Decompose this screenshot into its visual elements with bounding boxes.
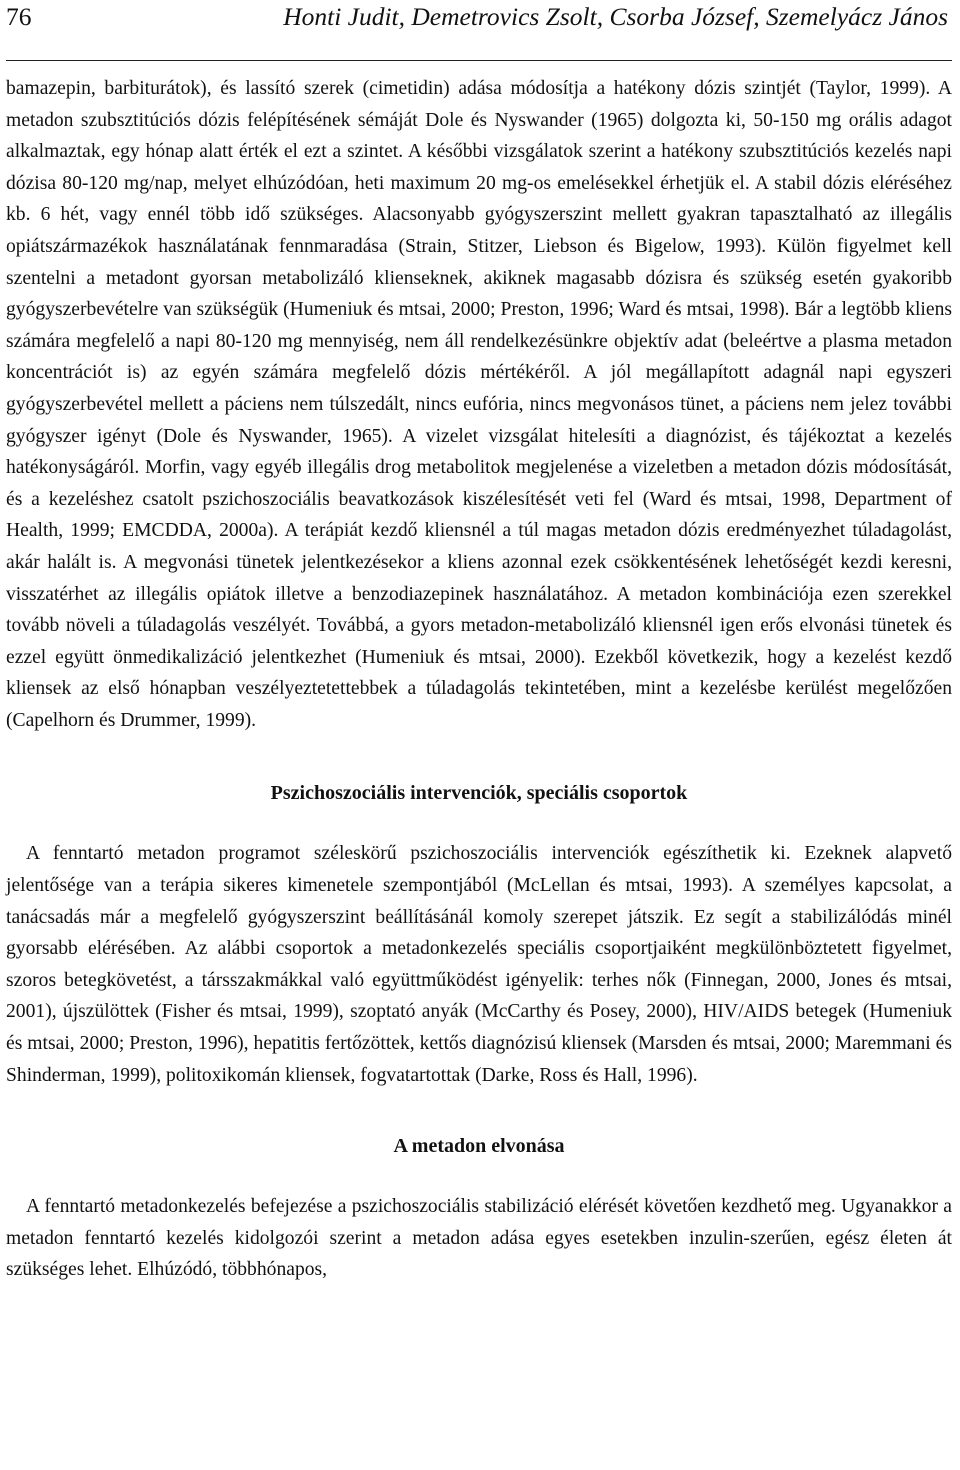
paragraph-withdrawal: A fenntartó metadonkezelés befejezése a pszichoszociális stabilizáció elérését követően kezdhető meg. Ugyanakkor a metadon fenntartó kezelés kidolgozói szerint a metadon adása egyes esetekben inzulin-szerűen, egész életen át szükséges lehet. Elhúzódó, többhónapos, <box>6 1196 952 1281</box>
section-heading-withdrawal: A metadon elvonása <box>393 1135 565 1158</box>
header-rule <box>6 60 952 61</box>
header-authors: Honti Judit, Demetrovics Zsolt, Csorba József, Szemelyácz János <box>283 2 948 31</box>
running-header <box>6 0 952 50</box>
article-body <box>6 73 952 1286</box>
paragraph-psychosocial: A fenntartó metadon programot széleskörű pszichoszociális intervenciók egészíthetik ki. Ezeknek alapvető jelentősége van a terápia sikeres kimenetele szempontjából (McLellan és mtsai, 1993). A személyes kapcsolat, a tanácsadás már a megfelelő gyógyszerszint beállításánál komoly szerepet játszik. Ez segít a stabilizálódás minél gyorsabb elérésében. Az alábbi csoportok a metadonkezelés speciális csoportjaiként megkülönböztetett figyelmet, szoros betegkövetést, a társszakmákkal való együttműködést igényelik: terhes nők (Finnegan, 2000, Jones és mtsai, 2001), újszülöttek (Fisher és mtsai, 1999), szoptató anyák (McCarthy és Posey, 2000), HIV/AIDS betegek (Humeniuk és mtsai, 2000; Preston, 1996), hepatitis fertőzöttek, kettős diagnózisú kliensek (Marsden és mtsai, 2000; Maremmani és Shinderman, 1999), politoxikomán kliensek, fogvatartottak (Darke, Ross és Hall, 1996). <box>6 843 952 1086</box>
page-number: 76 <box>6 2 32 31</box>
paragraph-dosage: bamazepin, barbiturátok), és lassító szerek (cimetidin) adása módosítja a hatékony dózis szintjét (Taylor, 1999). A metadon szubsztitúciós dózis felépítésének sémáját Dole és Nyswander (1965) dolgozta ki, 50-150 mg orális adagot alkalmaztak, egy hónap alatt érték el ezt a szintet. A későbbi vizsgálatok szerint a hatékony szubsztitúciós kezelés napi dózisa 80-120 mg/nap, melyet elhúzódóan, heti maximum 20 mg-os emelésekkel érhetjük el. A stabil dózis eléréséhez kb. 6 hét, vagy ennél több idő szükséges. Alacsonyabb gyógyszerszint mellett gyakran tapasztalható az illegális opiátszármazékok használatának fennmaradása (Strain, Stitzer, Liebson és Bigelow, 1993). Külön figyelmet kell szentelni a metadont gyorsan metabolizáló klienseknek, akiknek magasabb dózisra és szükség esetén gyakoribb gyógyszerbevételre van szükségük (Humeniuk és mtsai, 2000; Preston, 1996; Ward és mtsai, 1998). Bár a legtöbb kliens számára megfelelő a napi 80-120 mg mennyiség, nem áll rendelkezésünkre objektív adat (beleértve a plasma metadon koncentrációt is) az egyén számára megfelelő dózis mértékéről. A jól megállapított adagnál napi egyszeri gyógyszerbevétel mellett a páciens nem túlszedált, nincs eufória, nincs megvonásos tünet, a páciens nem jelez további gyógyszer igényt (Dole és Nyswander, 1965). A vizelet vizsgálat hitelesíti a diagnózist, és tájékoztat a kezelés hatékonyságáról. Morfin, vagy egyéb illegális drog metabolitok megjelenése a vizeletben a metadon dózis módosítását, és a kezeléshez csatolt pszichoszociális beavatkozások kiszélesítését veti fel (Ward és mtsai, 1998, Department of Health, 1999; EMCDDA, 2000a). A terápiát kezdő kliensnél a túl magas metadon dózis eredményezhet túladagolást, akár halált is. A megvonási tünetek jelentkezésekor a kliens azonnal ezek csökkentésének lehetőségét kezdi keresni, visszatérhet az illegális opiátok illetve a benzodiazepinek használatához. A metadon kombinációja ezen szerekkel tovább növeli a túladagolás veszélyét. Továbbá, a gyors metadon-metabolizáló kliensnél igen erős elvonási tünetek és ezzel együtt önmedikalizáció jelentkezhet (Humeniuk és mtsai, 2000). Ezekből következik, hogy a kezelést kezdő kliensek az első hónapban veszélyeztetettebbek a túladagolás tekintetében, mint a kezelésbe kerülést megelőzően (Capelhorn és Drummer, 1999). <box>6 78 952 731</box>
document-page <box>6 0 952 1286</box>
section-heading-psychosocial: Pszichoszociális intervenciók, speciális csoportok <box>270 782 688 805</box>
